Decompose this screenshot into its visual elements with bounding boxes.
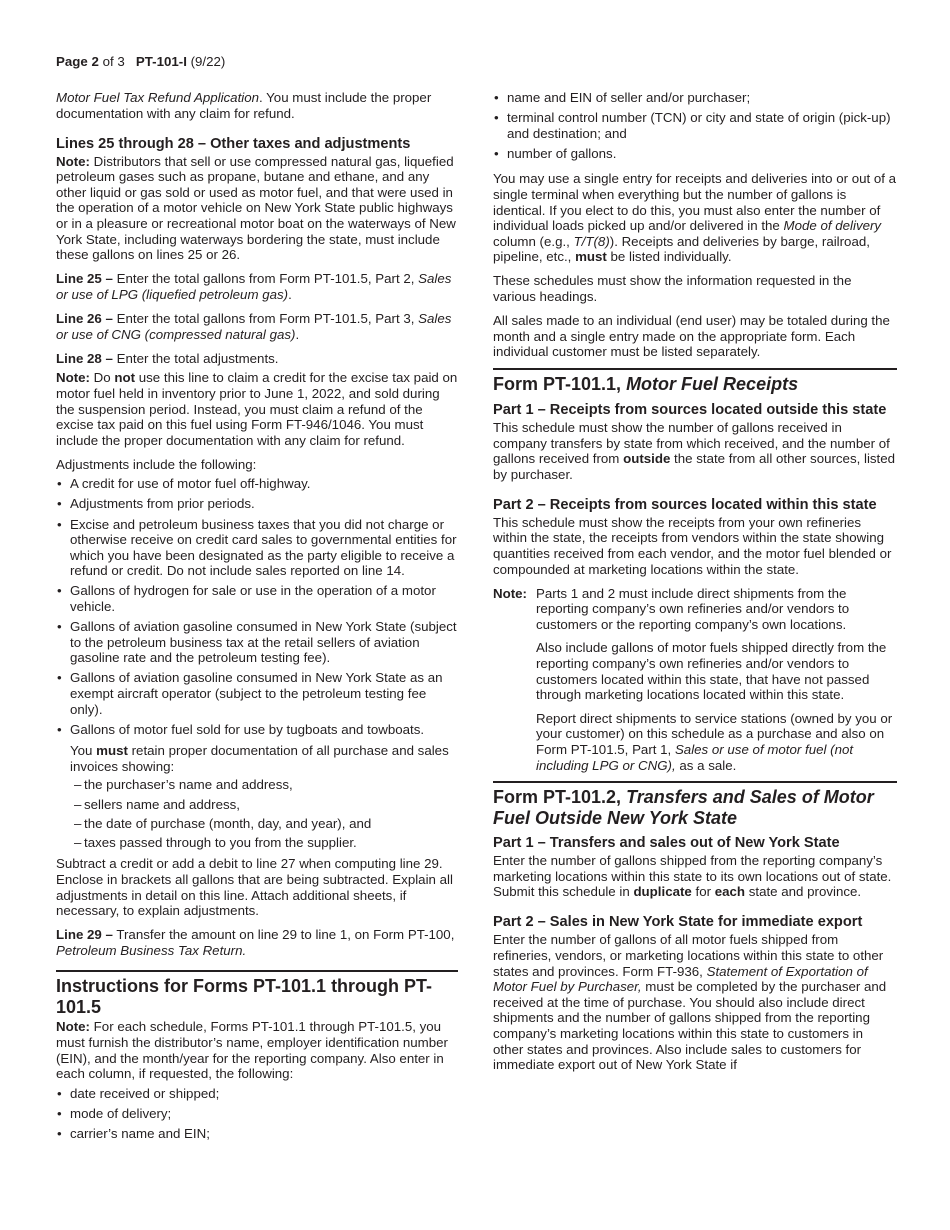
left-column bbox=[56, 90, 458, 1150]
part2-heading: Part 2 – Receipts from sources located within this state bbox=[493, 496, 877, 513]
page-header: Page 2 of 3 PT-101-I (9/22) bbox=[56, 54, 226, 69]
documentation-list bbox=[70, 777, 458, 850]
form-pt-101-2-heading: Form PT-101.2, Transfers and Sales of Motor Fuel Outside New York State bbox=[493, 787, 874, 828]
line-29: Line 29 – Transfer the amount on line 29 to line 1, on Form PT-100, Petroleum Business Tax Return. bbox=[56, 927, 455, 958]
list-item: • A credit for use of motor fuel off-highway. bbox=[57, 476, 311, 492]
list-item: • terminal control number (TCN) or city and state of origin (pick-up) and destination; and bbox=[494, 110, 891, 141]
instructions-heading: Instructions for Forms PT-101.1 through PT-101.5 bbox=[56, 976, 433, 1017]
schedules-paragraph: These schedules must show the information requested in the various headings. bbox=[493, 273, 852, 305]
part2-text: This schedule must show the receipts from your own refineries within the state, the receipts from vendors within the state showing quantities received from each vendor, and the motor fuel blended or compounded at marketing locations within the state. bbox=[493, 514, 892, 577]
subtract-paragraph: Subtract a credit or add a debit to line 27 when computing line 29. Enclose in brackets all gallons that are being subtracted. Explain all adjustments in detail on this line. Attach additional sheets, if necessary, to explain adjustments. bbox=[56, 856, 453, 919]
line-28-note: Note: Do not use this line to claim a credit for the excise tax paid on motor fuel held in inventory prior to June 1, 2022, and sold during the suspension period. Instead, you must claim a refund of the excise tax paid on this fuel using Form FT-946/1046. You must include the proper documentation with any claim for refund. bbox=[56, 370, 458, 448]
right-column bbox=[493, 90, 897, 1081]
instructions-list bbox=[56, 1086, 458, 1142]
list-item: – taxes passed through to you from the supplier. bbox=[74, 834, 357, 850]
instructions-section bbox=[56, 970, 458, 1141]
list-item: • Gallons of hydrogen for sale or use in the operation of a motor vehicle. bbox=[57, 583, 436, 615]
line-25: Line 25 – Enter the total gallons from Form PT-101.5, Part 2, Sales or use of LPG (liquefied petroleum gas). bbox=[56, 271, 452, 302]
entry-items-list bbox=[493, 90, 897, 161]
part1-transfers-heading: Part 1 – Transfers and sales out of New York State bbox=[493, 835, 840, 852]
distributors-note: Note: Distributors that sell or use compressed natural gas, liquefied petroleum gases such as propane, butane and ethane, and any other liquid or gas sold or used as motor fuel, and that were used in the operation of a motor vehicle on New York State public highways or in a pleasure or recreational motor boat on the waterways of New York State, including waterways bordering the state, must include these gallons on lines 25 or 26. bbox=[56, 153, 456, 263]
line-26: Line 26 – Enter the total gallons from Form PT-101.5, Part 3, Sales or use of CNG (compressed natural gas). bbox=[56, 311, 452, 342]
adjustments-list bbox=[56, 476, 458, 737]
retain-documentation: You must retain proper documentation of all purchase and sales invoices showing: bbox=[70, 743, 449, 774]
part2-export-heading: Part 2 – Sales in New York State for immediate export bbox=[493, 914, 863, 931]
list-item: • Gallons of motor fuel sold for use by tugboats and towboats. bbox=[57, 721, 425, 737]
list-item: • number of gallons. bbox=[494, 145, 617, 161]
lines-25-28-heading: Lines 25 through 28 – Other taxes and adjustments bbox=[56, 135, 411, 152]
list-item: • carrier’s name and EIN; bbox=[57, 1125, 210, 1141]
intro-paragraph: Motor Fuel Tax Refund Application. You must include the proper documentation with any claim for refund. bbox=[56, 90, 432, 121]
list-item: – the date of purchase (month, day, and year), and bbox=[74, 815, 372, 831]
list-item: – sellers name and address, bbox=[74, 796, 240, 812]
adjustments-intro: Adjustments include the following: bbox=[56, 456, 257, 472]
receipts-note: Note: Parts 1 and 2 must include direct shipments from the reporting company’s own refineries and/or vendors to customers or the reporting company’s own locations. Also include gallons of motor fuels shipped directly from the reporting company’s own refineries and/or vendors to customers located within this state, that have not passed through marketing locations located within this state. Report direct shipments to service stations (owned by you or your customer) on this schedule as a purchase and also on Form PT-101.5, Part 1, Sales or use of motor fuel (not including LPG or CNG), as a sale. bbox=[493, 585, 893, 773]
all-sales-paragraph: All sales made to an individual (end user) may be totaled during the month and a single entry made on the appropriate form. Each individual customer must be listed separately. bbox=[493, 313, 890, 360]
list-item: • mode of delivery; bbox=[57, 1105, 172, 1121]
list-item: • Adjustments from prior periods. bbox=[57, 496, 255, 512]
single-entry-paragraph: You may use a single entry for receipts and deliveries into or out of a single terminal when everything but the number of gallons is identical. If you elect to do this, you must also enter the number of individual loads picked up and/or delivered in the Mode of delivery column (e.g., T/T(8)). Receipts and deliveries by barge, railroad, pipeline, etc., must be listed individually. bbox=[493, 171, 897, 265]
part2-export-text: Enter the number of gallons of all motor fuels shipped from refineries, vendors, or marketing locations within this state to other states and provinces. Form FT-936, Statement of Exportation of Motor Fuel by Purchaser, must be completed by the purchaser and received at the time of purchase. You should also include direct shipments and the number of gallons shipped from the reporting company’s marketing locations within this state to customers in other states and provinces. Also include sales to customers for immediate export out of New York State if bbox=[493, 932, 887, 1073]
instructions-note: Note: For each schedule, Forms PT-101.1 through PT-101.5, you must furnish the distributor’s name, employer identification number (EIN), and the month/year for the reporting company. Also enter in each column, if requested, the following: bbox=[56, 1019, 448, 1082]
list-item: • Gallons of aviation gasoline consumed in New York State (subject to the petroleum business tax at the retail sellers of aviation gasoline rate and the petroleum testing fee). bbox=[57, 619, 457, 666]
part1-transfers-text: Enter the number of gallons shipped from the reporting company’s marketing locations within this state to its own locations out of state. Submit this schedule in duplicate for each state and province. bbox=[493, 853, 892, 900]
part1-heading: Part 1 – Receipts from sources located outside this state bbox=[493, 401, 887, 418]
list-item: • name and EIN of seller and/or purchaser; bbox=[494, 90, 751, 105]
form-pt-101-1-section bbox=[493, 368, 897, 773]
list-item: • Excise and petroleum business taxes that you did not charge or otherwise receive on credit card sales to governmental entities for which you have been designated as the party eligible to receive a refund or credit. Do not include sales reported on line 14. bbox=[57, 516, 457, 579]
form-pt-101-2-section bbox=[493, 781, 897, 1073]
list-item: • Gallons of aviation gasoline consumed in New York State as an exempt aircraft operator (subject to the petroleum testing fee only). bbox=[57, 670, 443, 717]
part1-text: This schedule must show the number of gallons received in company transfers by state from which received, and the number of gallons received from outside the state from all other sources, listed by purchaser. bbox=[493, 419, 896, 482]
form-pt-101-1-heading: Form PT-101.1, Motor Fuel Receipts bbox=[493, 374, 799, 395]
line-28: Line 28 – Enter the total adjustments. bbox=[56, 350, 279, 366]
list-item: – the purchaser’s name and address, bbox=[74, 777, 293, 793]
list-item: • date received or shipped; bbox=[57, 1085, 220, 1101]
